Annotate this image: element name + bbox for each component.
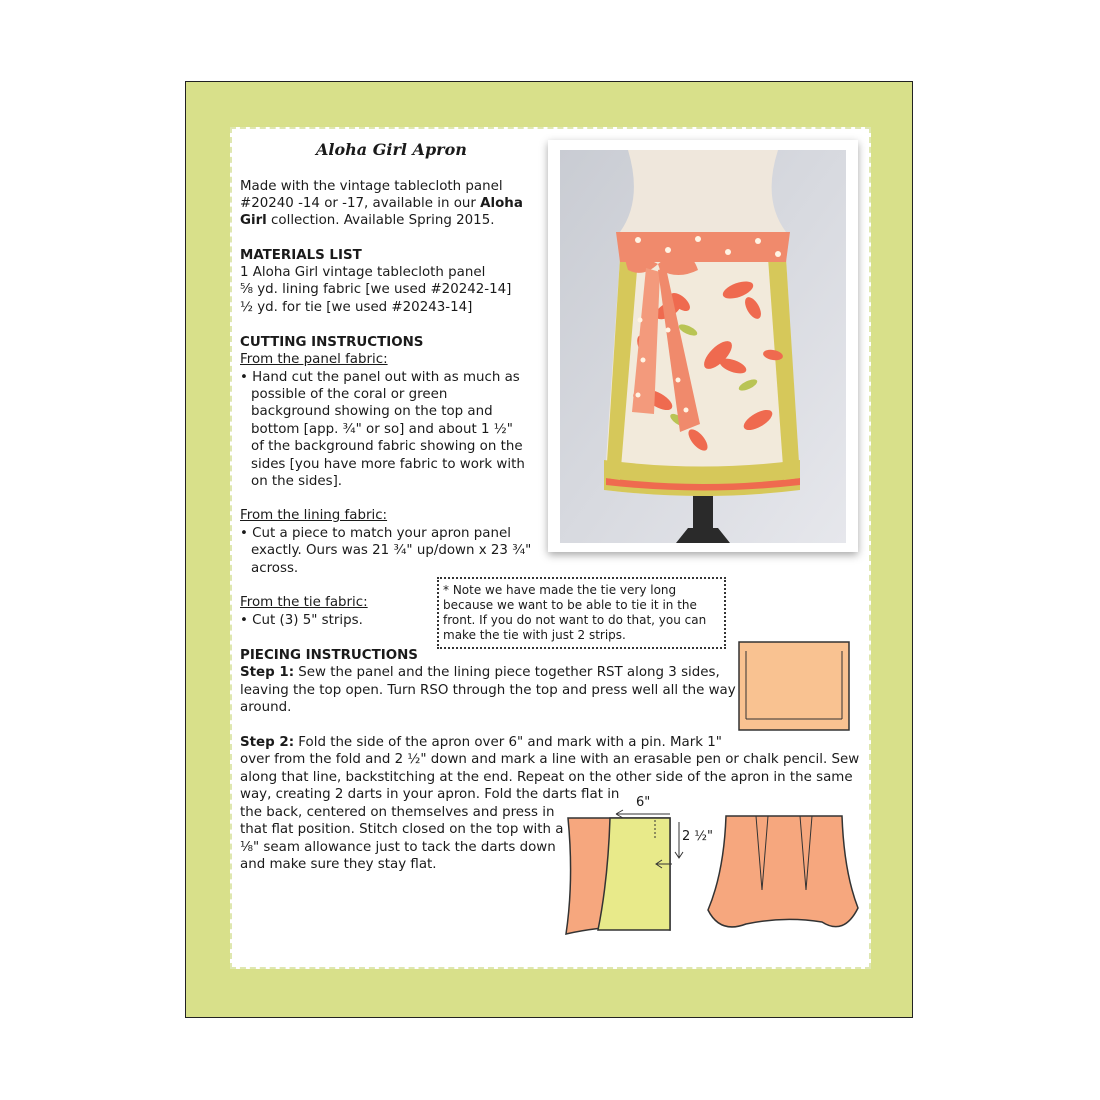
intro-line-1: Made with the vintage tablecloth panel xyxy=(240,179,503,194)
panel-line: possible of the coral or green xyxy=(251,387,448,402)
step2-fold-diagram xyxy=(560,790,730,940)
step2-line: over from the fold and 2 ½" down and mark a line with an erasable pen or chalk pencil. Sew xyxy=(240,752,860,767)
tie-line: • Cut (3) 5" strips. xyxy=(240,613,363,628)
apron-photo xyxy=(548,140,858,552)
lining-line: • Cut a piece to match your apron panel xyxy=(240,526,511,541)
intro-line-2: #20240 -14 or -17, available in our Aloha xyxy=(240,196,523,211)
panel-line: bottom [app. ¾" or so] and about 1 ½" xyxy=(251,422,513,437)
tie-note-box xyxy=(437,577,726,649)
step2-line: that flat position. Stitch closed on the top with a xyxy=(240,822,564,837)
materials-item: ½ yd. for tie [we used #20243-14] xyxy=(240,300,473,315)
materials-item: ⅝ yd. lining fabric [we used #20242-14] xyxy=(240,282,512,297)
cutting-heading: CUTTING INSTRUCTIONS xyxy=(240,335,424,350)
panel-line: on the sides]. xyxy=(251,474,343,489)
step2-line: Step 2: Fold the side of the apron over 6" and mark with a pin. Mark 1" xyxy=(240,735,722,750)
step1-diagram xyxy=(738,641,852,733)
intro-line-3: Girl collection. Available Spring 2015. xyxy=(240,213,495,228)
step2-line: the back, centered on themselves and press in xyxy=(240,805,555,820)
dart-depth-label: 2 ½" xyxy=(682,829,713,844)
panel-line: of the background fabric showing on the xyxy=(251,439,523,454)
step1-line: Step 1: Sew the panel and the lining piece together RST along 3 sides, xyxy=(240,665,720,680)
lining-line: across. xyxy=(251,561,299,576)
panel-line: background showing on the top and xyxy=(251,404,493,419)
step1-line: leaving the top open. Turn RSO through the top and press well all the way xyxy=(240,683,736,698)
note-line: front. If you do not want to do that, you can xyxy=(443,613,707,627)
materials-item: 1 Aloha Girl vintage tablecloth panel xyxy=(240,265,486,280)
piecing-heading: PIECING INSTRUCTIONS xyxy=(240,648,418,663)
panel-subheading: From the panel fabric: xyxy=(240,352,388,367)
note-line: * Note we have made the tie very long xyxy=(443,583,677,597)
step2-darts-diagram xyxy=(706,812,862,940)
materials-heading: MATERIALS LIST xyxy=(240,248,362,263)
step2-line: along that line, backstitching at the end. Repeat on the other side of the apron in the same xyxy=(240,770,853,785)
panel-line: sides [you have more fabric to work with xyxy=(251,457,525,472)
tie-subheading: From the tie fabric: xyxy=(240,595,368,610)
apron-photo-illustration xyxy=(548,140,858,552)
lining-subheading: From the lining fabric: xyxy=(240,508,388,523)
fold-width-label: 6" xyxy=(636,795,651,810)
note-line: make the tie with just 2 strips. xyxy=(443,628,626,642)
note-line: because we want to be able to tie it in the xyxy=(443,598,697,612)
lining-line: exactly. Ours was 21 ¾" up/down x 23 ¾" xyxy=(251,543,532,558)
step2-line: and make sure they stay flat. xyxy=(240,857,437,872)
step1-line: around. xyxy=(240,700,292,715)
page-title: Aloha Girl Apron xyxy=(316,140,467,159)
panel-line: • Hand cut the panel out with as much as xyxy=(240,370,520,385)
step2-line: ⅛" seam allowance just to tack the darts down xyxy=(240,840,556,855)
step2-line: way, creating 2 darts in your apron. Fold the darts flat in xyxy=(240,787,620,802)
